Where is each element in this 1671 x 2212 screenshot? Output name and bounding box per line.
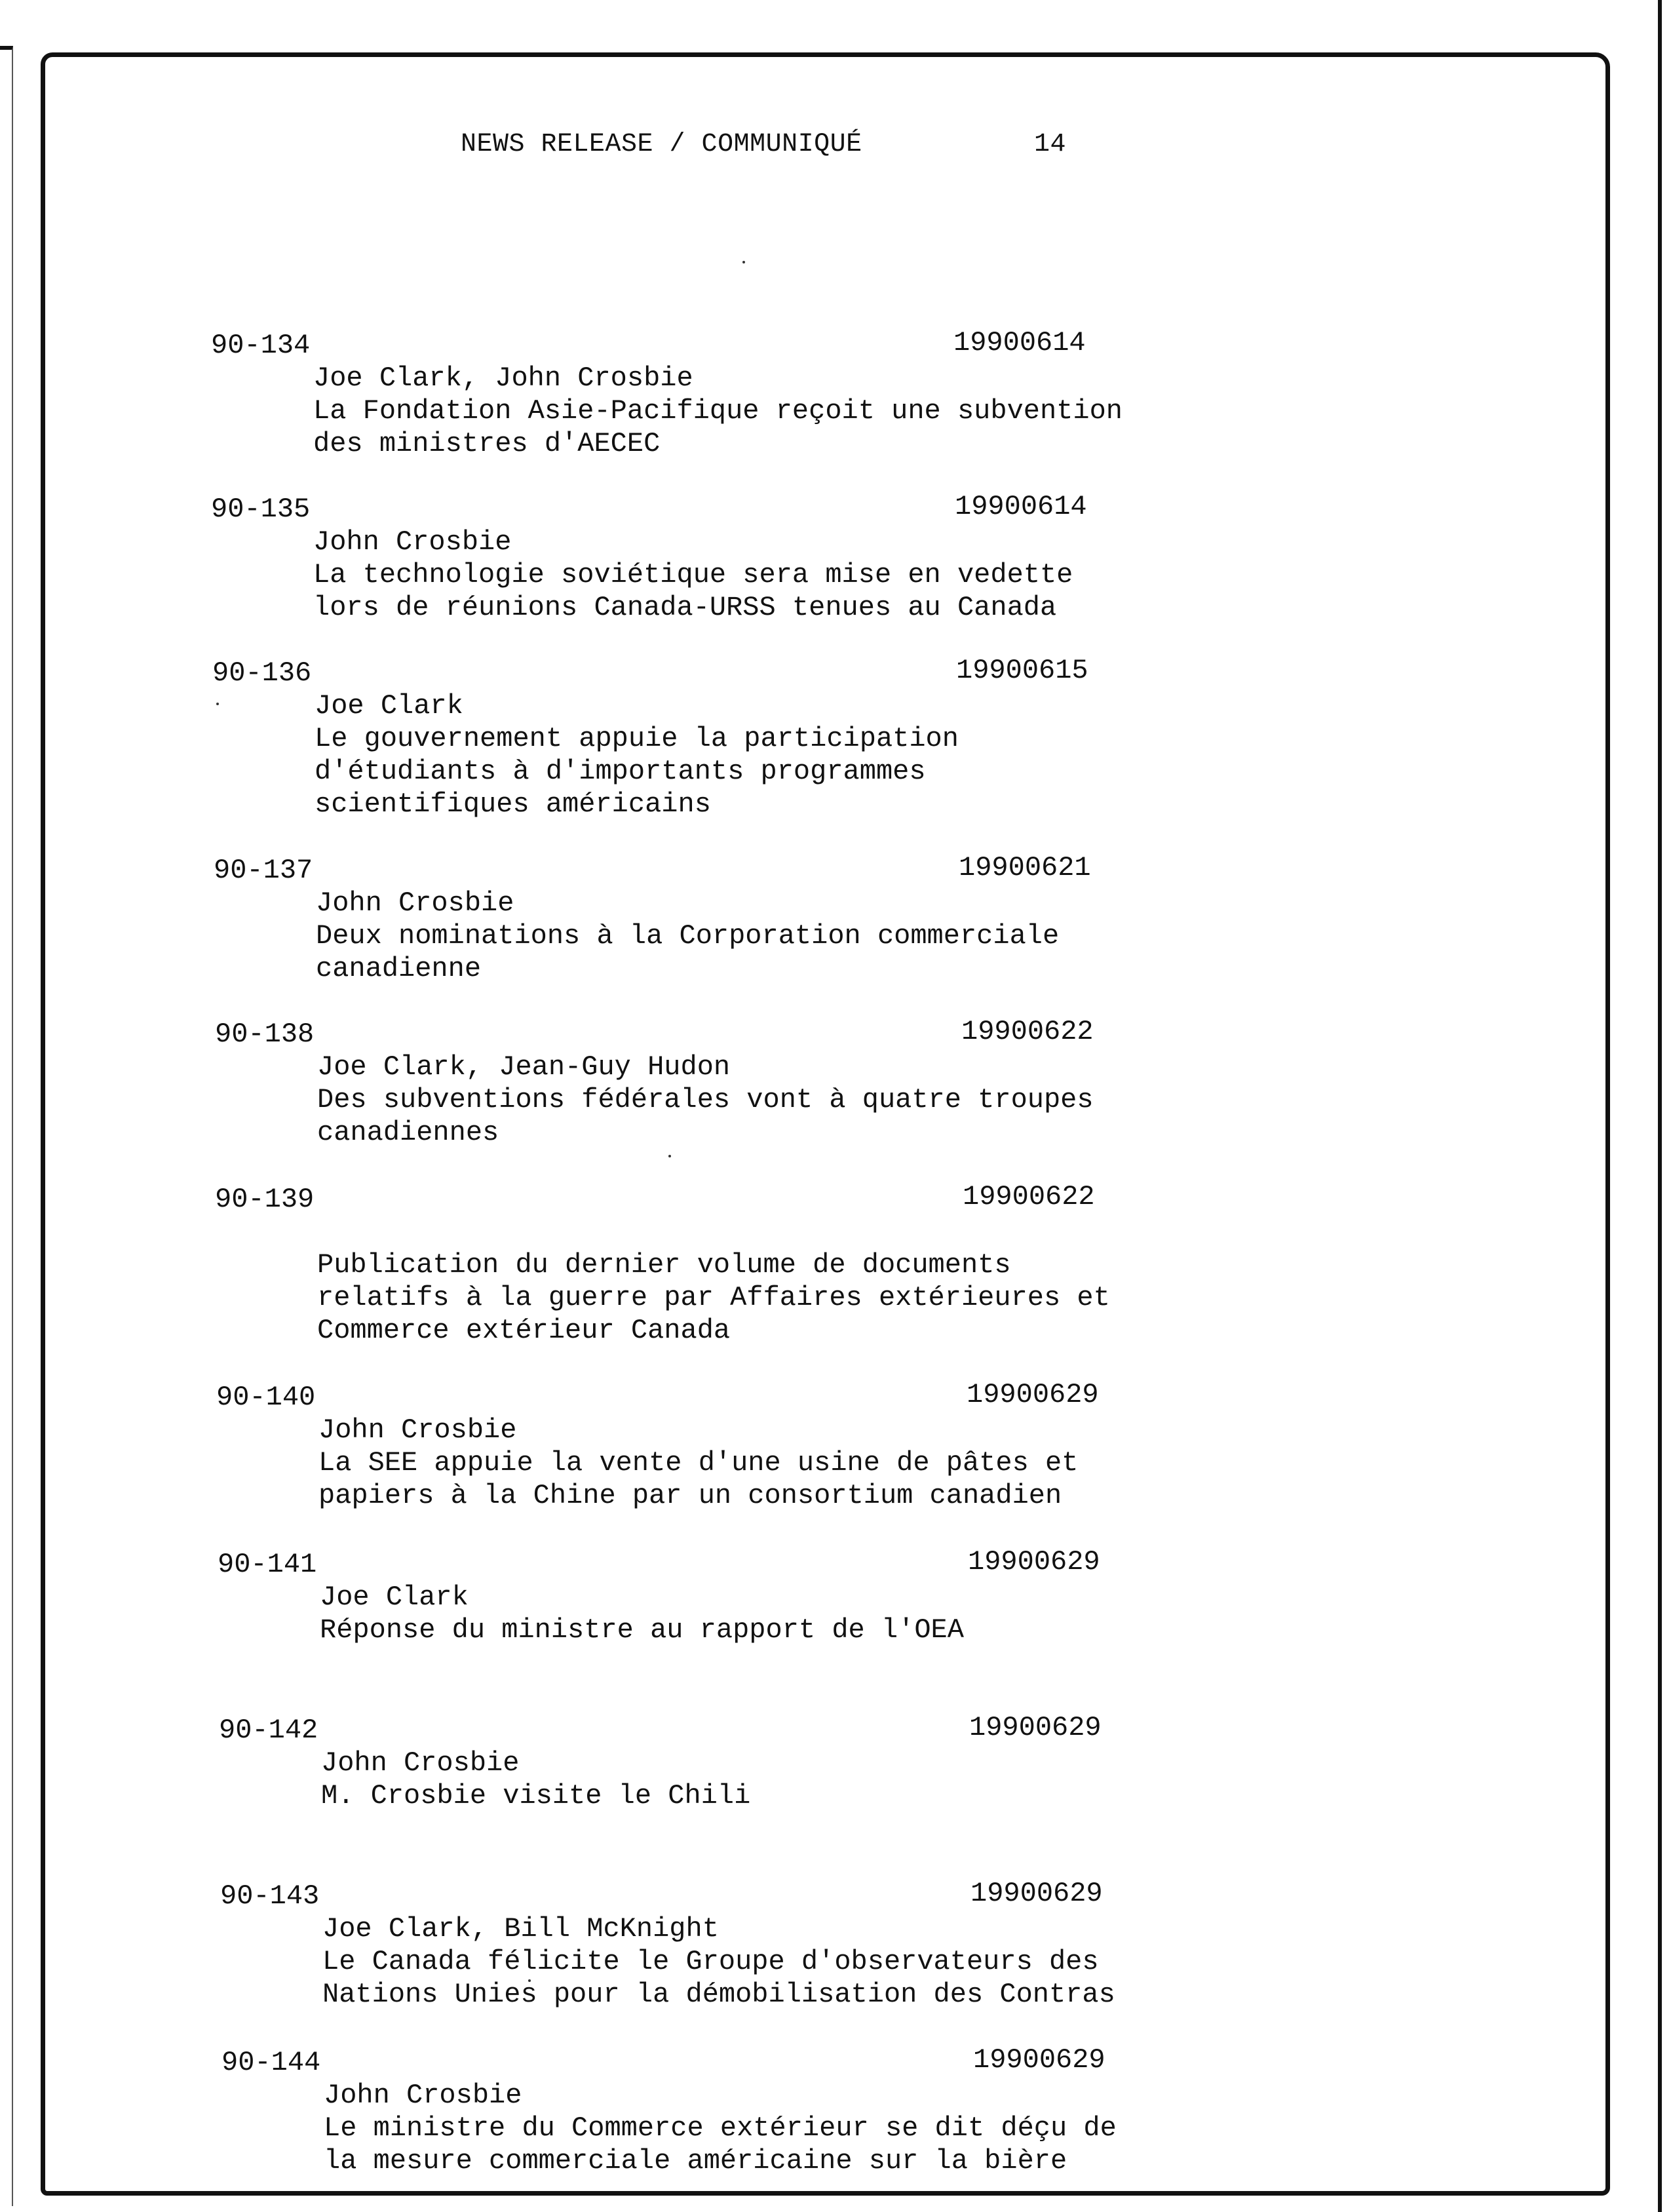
release-description [322, 1912, 1174, 2011]
release-title-line: canadiennes [317, 1117, 499, 1148]
release-description [318, 1414, 1170, 1512]
release-title-line: canadienne [316, 953, 482, 984]
release-title-line [317, 1216, 1169, 1249]
release-minister: John Crosbie [316, 887, 514, 919]
page-number: 14 [1034, 130, 1067, 159]
release-number: 90-143 [220, 1880, 320, 1912]
release-description [313, 526, 1165, 624]
release-date: 19900629 [973, 2044, 1105, 2076]
release-date: 19900629 [969, 1712, 1102, 1743]
scan-speck [216, 703, 219, 705]
release-date: 19900622 [961, 1016, 1094, 1047]
release-description [317, 1216, 1169, 1347]
header-title: NEWS RELEASE / COMMUNIQUÉ [461, 130, 862, 159]
release-date: 19900614 [955, 491, 1087, 522]
release-title-line: La SEE appuie la vente d'une usine de pâtes et [318, 1447, 1079, 1479]
release-date: 19900629 [970, 1878, 1103, 1909]
release-title-line: M. Crosbie visite le Chili [321, 1780, 751, 1812]
release-title-line: Commerce extérieur Canada [317, 1315, 731, 1346]
release-title-line: Le gouvernement appuie la participation [315, 723, 959, 754]
release-title-line: Publication du dernier volume de documents [317, 1249, 1011, 1281]
release-title-line: Le Canada félicite le Groupe d'observateurs des [322, 1946, 1099, 1977]
release-date: 19900622 [963, 1181, 1095, 1213]
release-minister: John Crosbie [313, 526, 512, 558]
release-description [313, 362, 1165, 460]
scan-speck [742, 261, 745, 263]
release-title-line: la mesure commerciale américaine sur la bière [324, 2145, 1067, 2177]
release-title-line: Réponse du ministre au rapport de l'OEA [320, 1614, 964, 1646]
release-number: 90-140 [216, 1382, 316, 1413]
release-minister: Joe Clark [315, 690, 463, 722]
release-date: 19900629 [968, 1546, 1100, 1578]
release-title-line: d'étudiants à d'importants programmes [315, 756, 926, 787]
release-title-line: relatifs à la guerre par Affaires extérieures et [317, 1282, 1110, 1313]
release-minister: Joe Clark, John Crosbie [313, 362, 693, 394]
release-minister: Joe Clark, Jean-Guy Hudon [317, 1051, 731, 1083]
release-date: 19900615 [956, 655, 1088, 686]
release-date: 19900629 [967, 1379, 1099, 1410]
release-number: 90-135 [211, 494, 311, 525]
release-number: 90-136 [212, 657, 312, 689]
scan-right-edge [1658, 0, 1667, 2212]
scan-speck [668, 1155, 671, 1157]
release-number: 90-144 [221, 2047, 321, 2078]
release-number: 90-138 [215, 1019, 315, 1050]
release-title-line: papiers à la Chine par un consortium canadien [318, 1480, 1062, 1511]
release-title-line: Nations Unies pour la démobilisation des Contras [322, 1979, 1115, 2010]
release-description [321, 1747, 1173, 1812]
release-title-line: scientifiques américains [315, 788, 711, 820]
release-title-line: Deux nominations à la Corporation commerciale [316, 920, 1060, 952]
release-minister: Joe Clark, Bill McKnight [322, 1913, 719, 1945]
release-minister: Joe Clark [320, 1581, 469, 1613]
release-number: 90-142 [219, 1715, 318, 1746]
release-number: 90-137 [214, 855, 313, 886]
release-title-line: lors de réunions Canada-URSS tenues au Canada [313, 592, 1057, 623]
release-description [316, 887, 1168, 985]
release-minister: John Crosbie [318, 1414, 517, 1446]
release-date: 19900621 [959, 852, 1091, 883]
release-title-line: Des subventions fédérales vont à quatre troupes [317, 1084, 1094, 1116]
release-title-line: La technologie soviétique sera mise en vedette [313, 559, 1073, 591]
release-number: 90-141 [218, 1549, 317, 1580]
release-minister: John Crosbie [321, 1747, 520, 1779]
scan-left-edge [0, 46, 13, 2206]
release-description [315, 689, 1166, 821]
release-description [320, 1581, 1172, 1646]
release-title-line: des ministres d'AECEC [313, 428, 661, 459]
release-description [324, 2079, 1176, 2177]
release-date: 19900614 [953, 327, 1086, 359]
release-number: 90-139 [215, 1184, 315, 1215]
release-description [317, 1051, 1169, 1149]
release-number: 90-134 [211, 330, 311, 361]
release-title-line: Le ministre du Commerce extérieur se dit déçu de [324, 2112, 1117, 2144]
release-minister: John Crosbie [324, 2080, 522, 2111]
release-title-line: La Fondation Asie-Pacifique reçoit une subvention [313, 395, 1123, 427]
